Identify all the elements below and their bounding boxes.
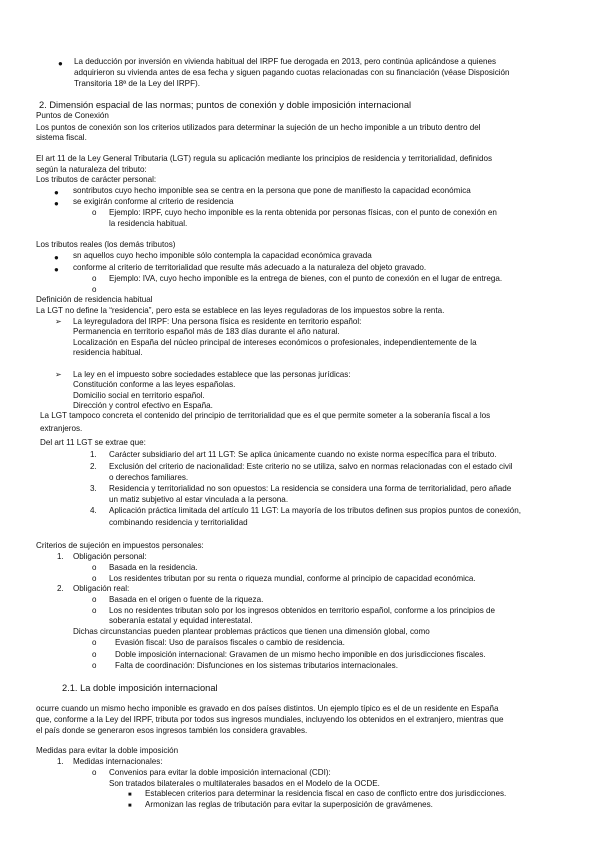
list-item: Domicilio social en territorio español. <box>73 391 205 400</box>
bullet-icon: ● <box>54 265 59 274</box>
list-item: combinando residencia y territorialidad <box>109 518 248 527</box>
list-item: Son tratados bilaterales o multilaterales basados en el Modelo de la OCDE. <box>109 779 380 788</box>
paragraph-line: La LGT tampoco concreta el contenido del principio de territorialidad que es el que permite someter a la soberanía fiscal a los <box>40 411 491 420</box>
list-number: 1. <box>90 450 97 459</box>
list-item: La ley en el impuesto sobre sociedades establece que las personas jurídicas: <box>73 370 351 379</box>
paragraph-line: extranjeros. <box>40 424 83 433</box>
intro-line: La deducción por inversión en vivienda habitual del IRPF fue derogada en 2013, pero continúa aplicándose a quienes <box>74 57 497 66</box>
hollow-bullet-icon: o <box>92 768 97 777</box>
list-item: Basada en el origen o fuente de la riqueza. <box>109 595 264 604</box>
list-item: Los no residentes tributan solo por los ingresos obtenidos en territorio español, conforme a los principios de <box>109 606 496 615</box>
hollow-bullet-icon: o <box>92 638 97 647</box>
list-item: un matiz subjetivo al estar vinculada a la persona. <box>109 495 289 504</box>
list-number: 1. <box>57 757 64 766</box>
hollow-bullet-icon: o <box>92 650 97 659</box>
list-item: Doble imposición internacional: Gravamen de un mismo hecho imponible en dos jurisdicciones fiscales. <box>115 650 486 659</box>
list-item: Armonizan las reglas de tributación para evitar la superposición de gravámenes. <box>145 800 433 809</box>
example-line: la residencia habitual. <box>109 219 188 228</box>
square-bullet-icon: ■ <box>128 792 132 798</box>
arrow-bullet-icon: ➢ <box>55 317 62 326</box>
bullet-icon: ● <box>54 253 59 262</box>
bullet-icon: ● <box>58 59 63 68</box>
subsection-title: Definición de residencia habitual <box>36 295 153 304</box>
intro-line: adquirieron su vivienda antes de esa fecha y siguen pagando cuotas relacionadas con su financiación (véase Disposición <box>74 68 510 77</box>
bullet-icon: ● <box>54 188 59 197</box>
paragraph-line: ocurre cuando un mismo hecho imponible es gravado en dos países distintos. Un ejemplo típico es el de un residente en España <box>36 704 499 713</box>
hollow-bullet-icon: o <box>92 563 97 572</box>
paragraph-line: sistema fiscal. <box>36 133 87 142</box>
list-item: sn aquellos cuyo hecho imponible sólo contempla la capacidad económica gravada <box>73 251 372 260</box>
list-title: Los tributos reales (los demás tributos) <box>36 240 176 249</box>
list-item: Dirección y control efectivo en España. <box>73 401 213 410</box>
arrow-bullet-icon: ➢ <box>55 370 62 379</box>
list-item: Constitución conforme a las leyes españolas. <box>73 380 236 389</box>
list-item: soberanía estatal y equidad interestatal. <box>109 616 253 625</box>
list-item: Carácter subsidiario del art 11 LGT: Se aplica únicamente cuando no existe norma específica para el tributo. <box>109 450 497 459</box>
list-title: Criterios de sujeción en impuestos personales: <box>36 541 204 550</box>
list-item: Localización en España del núcleo principal de intereses económicos o profesionales, independientemente de la <box>73 338 477 347</box>
list-number: 4. <box>90 506 97 515</box>
subsection-title: Medidas para evitar la doble imposición <box>36 746 179 755</box>
bullet-icon: ● <box>54 199 59 208</box>
list-item: La leyreguladora del IRPF: Una persona física es residente en territorio español: <box>73 317 362 326</box>
list-item: Establecen criterios para determinar la residencia fiscal en caso de conflicto entre dos jurisdicciones. <box>145 789 507 798</box>
hollow-bullet-icon: o <box>92 274 97 283</box>
paragraph-line: El art 11 de la Ley General Tributaria (LGT) regula su aplicación mediante los principios de residencia y territorialidad, definidos <box>36 154 493 163</box>
list-item: Evasión fiscal: Uso de paraísos fiscales o cambio de residencia. <box>115 638 345 647</box>
intro-line: Transitoria 18ª de la Ley del IRPF). <box>74 79 200 88</box>
list-number: 2. <box>57 584 64 593</box>
paragraph-line: que, conforme a la Ley del IRPF, tributa por todos sus ingresos mundiales, incluyendo los obtenidos en el extranjero, mientras que <box>36 715 504 724</box>
list-item: o derechos familiares. <box>109 473 189 482</box>
hollow-bullet-icon: o <box>92 606 97 615</box>
list-number: 3. <box>90 484 97 493</box>
hollow-bullet-icon: o <box>92 574 97 583</box>
example-line: Ejemplo: IRPF, cuyo hecho imponible es la renta obtenida por personas físicas, con el punto de conexión en <box>109 208 497 217</box>
list-item: Aplicación práctica limitada del artículo 11 LGT: La mayoría de los tributos definen sus propios puntos de conexión, <box>109 506 521 515</box>
section-heading: 2.1. La doble imposición internacional <box>62 683 218 693</box>
list-item: se exigirán conforme al criterio de residencia <box>73 197 234 206</box>
list-title: Los tributos de carácter personal: <box>36 175 157 184</box>
subsection-title: Puntos de Conexión <box>36 111 109 120</box>
section-heading: 2. Dimensión espacial de las normas; puntos de conexión y doble imposición internacional <box>39 100 412 110</box>
list-number: 2. <box>90 462 97 471</box>
list-item: Basada en la residencia. <box>109 563 198 572</box>
list-item: Los residentes tributan por su renta o riqueza mundial, conforme al principio de capacidad económica. <box>109 574 476 583</box>
paragraph-line: Los puntos de conexión son los criterios utilizados para determinar la sujeción de un hecho imponible a un tributo dentro del <box>36 123 481 132</box>
list-item: Obligación real: <box>73 584 130 593</box>
list-item: Residencia y territorialidad no son opuestos: La residencia se considera una forma de territorialidad, pero añade <box>109 484 512 493</box>
hollow-bullet-icon: o <box>92 661 97 670</box>
list-item: Medidas internacionales: <box>73 757 163 766</box>
list-number: 1. <box>57 552 64 561</box>
paragraph-line: el país donde se generaron esos ingresos también los considera gravables. <box>36 726 308 735</box>
list-item: sontributos cuyo hecho imponible sea se centra en la persona que pone de manifiesto la capacidad económica <box>73 186 471 195</box>
paragraph-line: según la naturaleza del tributo: <box>36 165 147 174</box>
paragraph-line: La LGT no define la “residencia”, pero esta se establece en las leyes reguladoras de los impuestos sobre la renta. <box>36 306 445 315</box>
hollow-bullet-icon: o <box>92 208 97 217</box>
list-title: Del art 11 LGT se extrae que: <box>40 438 146 447</box>
list-item: conforme al criterio de territorialidad que resulte más adecuado a la naturaleza del objeto gravado. <box>73 263 427 272</box>
list-item: residencia habitual. <box>73 348 143 357</box>
hollow-bullet-icon: o <box>92 595 97 604</box>
list-item: Falta de coordinación: Disfunciones en los sistemas tributarios internacionales. <box>115 661 398 670</box>
list-item: Exclusión del criterio de nacionalidad: Este criterio no se utiliza, salvo en normas relacionadas con el estado civil <box>109 462 513 471</box>
square-bullet-icon: ■ <box>128 803 132 809</box>
list-item: Obligación personal: <box>73 552 147 561</box>
example-line: Ejemplo: IVA, cuyo hecho imponible es la entrega de bienes, con el punto de conexión en el lugar de entrega. <box>109 274 503 283</box>
list-item: Convenios para evitar la doble imposición internacional (CDI): <box>109 768 331 777</box>
hollow-bullet-icon: o <box>92 285 97 294</box>
list-item: Permanencia en territorio español más de 183 días durante el año natural. <box>73 327 340 336</box>
paragraph-line: Dichas circunstancias pueden plantear problemas prácticos que tienen una dimensión global, como <box>73 627 430 636</box>
